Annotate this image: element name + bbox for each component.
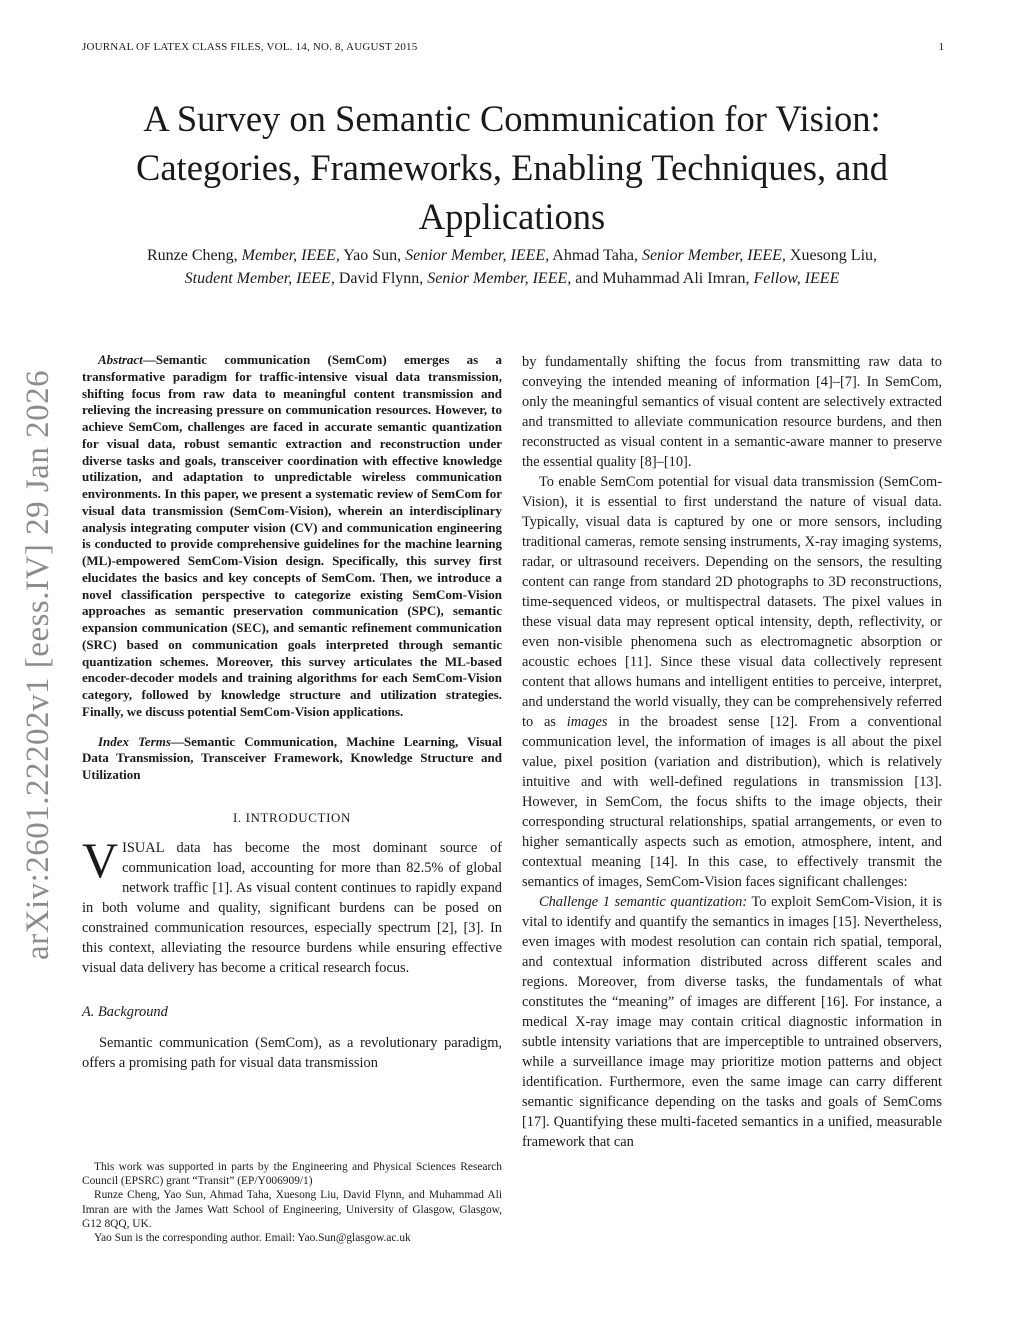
title-line-1: A Survey on Semantic Communication for Vision:: [143, 98, 881, 139]
right-column: [522, 352, 942, 1152]
intro-paragraph: [82, 831, 502, 978]
emphasis-images: images: [566, 714, 608, 730]
author-affiliation: Member, IEEE,: [241, 247, 340, 264]
author-conjunction: and: [575, 270, 599, 287]
right-paragraph-1: by fundamentally shifting the focus from transmitting raw data to conveying the intended meaning of information [4]–[7]. In SemCom, only the meaningful semantics of visual content are selectively extracted and transmitted to alleviate communication resource burdens, and then reconstructed as visual content in a semantic-aware manner to preserve the essential quality [8]–[10].: [522, 354, 942, 470]
author-name: David Flynn,: [338, 270, 424, 287]
author-name: Runze Cheng,: [146, 247, 238, 264]
abstract: [82, 352, 502, 721]
drop-cap: V: [82, 831, 119, 888]
arxiv-stamp: arXiv:2601.22202v1 [eess.IV] 29 Jan 2026: [20, 369, 56, 960]
index-terms-text: —Semantic Communication, Machine Learning, Visual Data Transmission, Transceiver Framework, Knowledge Structure and Utilization: [82, 733, 502, 782]
title-line-2: Categories, Frameworks, Enabling Techniques, and: [136, 147, 888, 188]
author-name: Ahmad Taha,: [552, 247, 638, 264]
abstract-label: Abstract: [98, 352, 143, 367]
author-list: [60, 244, 964, 290]
footnote-affiliation: Runze Cheng, Yao Sun, Ahmad Taha, Xuesong Liu, David Flynn, and Muhammad Ali Imran are with the James Watt School of Engineering, University of Glasgow, Glasgow, G12 8QQ, UK.: [82, 1189, 502, 1230]
author-name: Muhammad Ali Imran,: [602, 270, 750, 287]
challenge-1-label: Challenge 1 semantic quantization:: [539, 894, 748, 910]
author-affiliation: Senior Member, IEEE,: [427, 270, 572, 287]
author-name: Yao Sun,: [343, 247, 402, 264]
right-paragraph-2-part-b: in the broadest sense [12]. From a conventional communication level, the information of images is all about the pixel value, pixel position (variation and distribution), which is relatively intuitive and with well-defined regulations in transmission [13]. However, in SemCom, the focus shifts to the image objects, their corresponding structural relationships, spatial arrangements, or even to higher semantically aspects such as emotion, atmosphere, intent, and contextual meaning [14]. In this case, to effectively transmit the semantics of images, SemCom-Vision faces significant challenges:: [522, 714, 942, 890]
footnote-funding: This work was supported in parts by the Engineering and Physical Sciences Research Council (EPSRC) grant “Transit” (EP/Y006909/1): [82, 1161, 502, 1188]
title-line-3: Applications: [418, 196, 606, 237]
abstract-text: —Semantic communication (SemCom) emerges as a transformative paradigm for traffic-intensive visual data transmission, shifting focus from raw data to meaningful content transmission and relieving the increasing pressure on communication resources. However, to achieve SemCom, challenges are faced in accurate semantic quantization for visual data, robust semantic extraction and reconstruction under diverse tasks and goals, transceiver coordination with effective knowledge utilization, and adaptation to unpredictable wireless communication environments. In this paper, we present a systematic review of SemCom for visual data transmission (SemCom-Vision), wherein an interdisciplinary analysis integrating computer vision (CV) and communication engineering is conducted to provide comprehensive guidelines for the machine learning (ML)-empowered SemCom-Vision design. Specifically, this survey first elucidates the basics and key concepts of SemCom. Then, we introduce a novel classification perspective to categorize existing SemCom-Vision approaches as semantic preservation communication (SPC), semantic expansion communication (SEC), and semantic refinement communication (SRC) based on communication goals interpreted through semantic quantization schemes. Moreover, this survey articulates the ML-based encoder-decoder models and training algorithms for each SemCom-Vision category, followed by knowledge structure and utilization strategies. Finally, we discuss potential SemCom-Vision applications.: [82, 352, 502, 719]
right-paragraph-2: [522, 472, 942, 892]
index-terms-label: Index Terms: [98, 733, 171, 749]
paper-title: [60, 94, 964, 241]
subsection-heading-background: A. Background: [82, 1003, 168, 1020]
author-affiliation: Senior Member, IEEE,: [641, 247, 786, 264]
challenge-1-text: To exploit SemCom-Vision, it is vital to identify and quantify the semantics in images [15]. Nevertheless, even images with modest resolution can contain rich spatial, temporal, and contextual information distributed across different scales and regions. Moreover, from diverse tasks, the fundamentals of what constitutes the “meaning” of images are different [16]. For instance, a medical X-ray image may contain critical diagnostic information in subtle intensity variations that are imperceptible to untrained observers, while a surveillance image may prioritize motion patterns and object identification. Furthermore, even the same image can carry different semantic significance depending on the tasks and goals of SemComs [17]. Quantifying these multi-faceted semantics in a unified, measurable framework that can: [522, 894, 943, 1150]
author-affiliation: Student Member, IEEE,: [184, 270, 335, 287]
running-head: JOURNAL OF LATEX CLASS FILES, VOL. 14, NO. 8, AUGUST 2015: [82, 41, 418, 53]
index-terms: [82, 734, 502, 784]
page-number: 1: [938, 41, 944, 53]
right-paragraph-2-part-a: To enable SemCom potential for visual data transmission (SemCom-Vision), it is essential to first understand the nature of visual data. Typically, visual data is captured by one or more sensors, including traditional cameras, remote sensing instruments, X-ray imaging systems, radar, or ultrasound receivers. Depending on the sensors, the resulting content can range from standard 2D photographs to 3D reconstructions, time-sequenced videos, or multispectral datasets. The pixel values in these visual data may represent optical intensity, depth, reflectivity, or even non-visible phenomena such as electromagnetic absorption or acoustic echoes [11]. Since these visual data collectively represent content that allows humans and intelligent entities to perceive, interpret, and understand the world visually, they can be comprehensively referred to as: [522, 474, 942, 730]
author-name: Xuesong Liu,: [789, 247, 878, 264]
challenge-1-paragraph: [522, 892, 942, 1152]
section-heading-introduction: I. INTRODUCTION: [232, 809, 352, 825]
footnotes: [82, 1160, 502, 1245]
author-affiliation: Fellow, IEEE: [753, 270, 840, 287]
background-paragraph: Semantic communication (SemCom), as a revolutionary paradigm, offers a promising path for visual data transmission: [82, 1034, 502, 1071]
footnote-corresponding: Yao Sun is the corresponding author. Email: Yao.Sun@glasgow.ac.uk: [94, 1232, 411, 1245]
author-affiliation: Senior Member, IEEE,: [405, 247, 550, 264]
left-column: [82, 352, 502, 1073]
intro-paragraph-text: ISUAL data has become the most dominant source of communication load, accounting for more than 82.5% of global network traffic [1]. As visual content continues to rapidly expand in both volume and quality, significant burdens can be posed on constrained communication resources, especially spectrum [2], [3]. In this context, alleviating the resource burdens while ensuring effective visual data delivery has become a critical research focus.: [82, 839, 502, 976]
